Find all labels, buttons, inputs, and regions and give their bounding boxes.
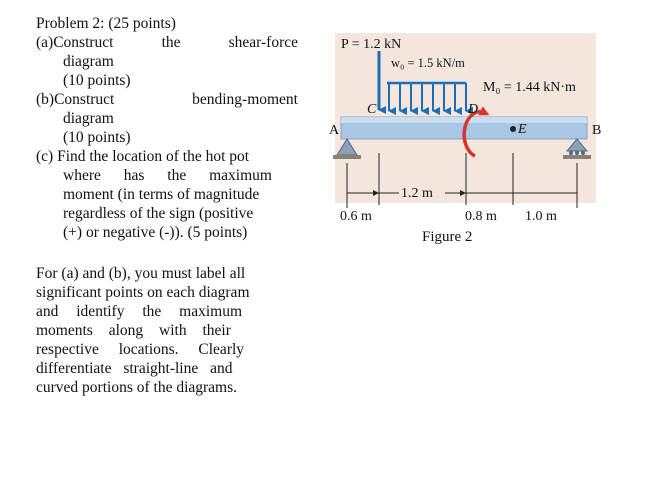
- point-e-dot: [510, 126, 516, 132]
- support-a-ground: [333, 155, 361, 159]
- distributed-load-arrows: [389, 83, 466, 111]
- problem-title: Problem 2: (25 points): [36, 15, 176, 32]
- point-b-label: B: [592, 123, 602, 138]
- support-b-ground: [563, 155, 591, 159]
- instr-line-7: curved portions of the diagrams.: [36, 379, 238, 396]
- load-p-label: P = 1.2 kN: [341, 37, 402, 52]
- dim-1-0-label: 1.0 m: [525, 209, 557, 224]
- part-a-line-2: diagram: [63, 53, 114, 70]
- problem-text: [36, 14, 298, 397]
- part-b-prefix: (b): [36, 91, 55, 108]
- beam-highlight: [341, 117, 587, 123]
- part-a-word-2: the: [161, 34, 181, 51]
- instructions: [36, 264, 298, 397]
- instr-line-5: respective locations. Clearly: [36, 341, 245, 358]
- instr-line-6: differentiate straight-line and: [36, 360, 233, 377]
- part-a-line-3: (10 points): [63, 72, 131, 89]
- instr-line-1: For (a) and (b), you must label all: [36, 265, 246, 282]
- dimension-lines: [347, 153, 577, 208]
- moment-m-label: M₀ = 1.44 kN·m: [483, 80, 576, 95]
- part-c-line-2: where has the maximum: [63, 167, 272, 184]
- load-w-label: w₀ = 1.5 kN/m: [391, 56, 465, 70]
- part-b-word-2: bending-moment: [192, 91, 298, 108]
- dim-0-6-label: 0.6 m: [340, 209, 372, 224]
- part-a: [36, 33, 298, 90]
- part-a-word-1: Construct: [53, 34, 114, 51]
- part-c-line-4: regardless of the sign (positive: [63, 205, 254, 222]
- instr-line-3: and identify the maximum: [36, 303, 243, 320]
- part-c-line-3: moment (in terms of magnitude: [63, 186, 260, 203]
- instr-line-4: moments along with their: [36, 322, 231, 339]
- instr-line-2: significant points on each diagram: [36, 284, 250, 301]
- point-c-label: C: [367, 102, 377, 117]
- part-c: [36, 147, 298, 242]
- part-b-line-2: diagram: [63, 110, 114, 127]
- part-b-word-1: Construct: [54, 91, 115, 108]
- part-b: [36, 90, 298, 147]
- support-b: [567, 139, 587, 151]
- dim-1-2-label: 1.2 m: [401, 186, 433, 201]
- part-c-line-5: (+) or negative (-)). (5 points): [63, 224, 248, 241]
- beam-figure: [327, 33, 604, 245]
- point-e-label: E: [518, 122, 527, 137]
- part-a-word-3: shear-force: [228, 34, 298, 51]
- part-a-prefix: (a): [36, 34, 54, 51]
- part-b-line-3: (10 points): [63, 129, 131, 146]
- dim-0-8-label: 0.8 m: [465, 209, 497, 224]
- figure-caption: Figure 2: [422, 229, 473, 245]
- point-a-label: A: [329, 123, 340, 138]
- support-a: [337, 139, 357, 155]
- point-d-label: D: [468, 102, 479, 117]
- part-c-line-1: (c) Find the location of the hot pot: [36, 148, 250, 165]
